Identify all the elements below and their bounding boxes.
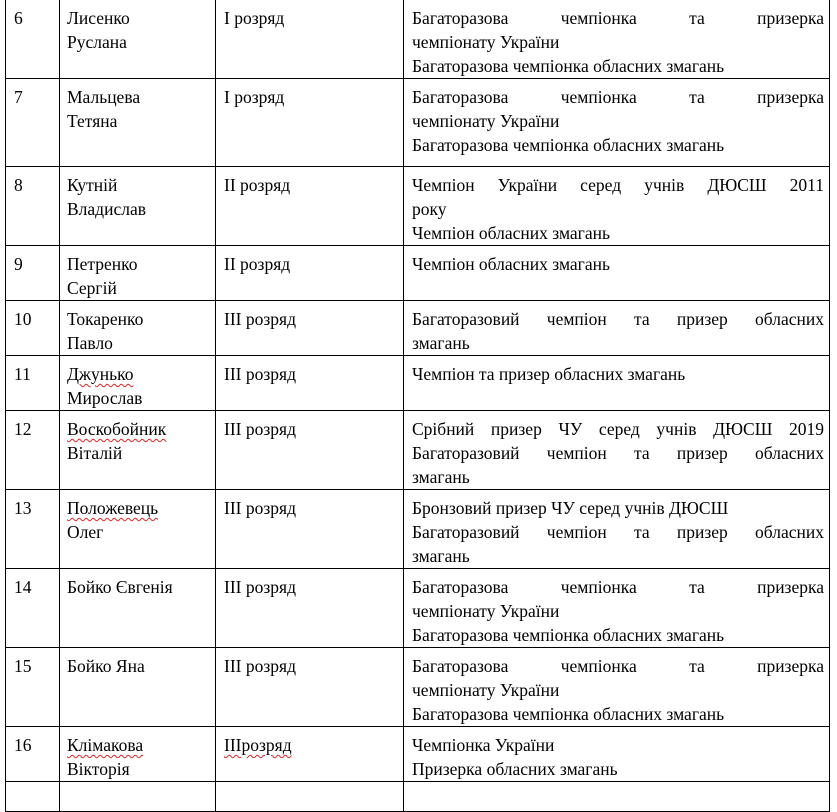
achievement-line: чемпіонату України xyxy=(412,111,560,131)
sport-rank-text: ІІІ розряд xyxy=(224,656,296,676)
athlete-name xyxy=(60,569,216,648)
achievement-line: Багаторазова чемпіонка та призерка xyxy=(412,87,824,107)
row-number: 6 xyxy=(6,0,60,79)
row-number: 7 xyxy=(6,79,60,167)
athlete-name xyxy=(60,246,216,301)
achievement-line: Чемпіон обласних змагань xyxy=(412,223,610,243)
athlete-name-line: Петренко xyxy=(67,254,138,274)
row-number: 15 xyxy=(6,648,60,727)
sport-rank xyxy=(216,0,404,79)
sport-rank xyxy=(216,301,404,356)
row-number: 9 xyxy=(6,246,60,301)
athlete-name-line: Мирослав xyxy=(67,388,143,408)
sport-rank-text: ІІІ розряд xyxy=(224,309,296,329)
achievements xyxy=(404,727,830,782)
achievement-line: Багаторазовий чемпіон та призер обласних xyxy=(412,443,824,463)
table-row xyxy=(6,356,830,411)
achievements xyxy=(404,301,830,356)
achievement-line: Срібний призер ЧУ серед учнів ДЮСШ 2019 xyxy=(412,419,824,439)
achievements xyxy=(404,79,830,167)
sport-rank xyxy=(216,246,404,301)
athlete-name-line: Клімакова xyxy=(67,735,144,755)
athlete-name-line: Положевець xyxy=(67,498,159,518)
sport-rank-text: ІІІ розряд xyxy=(224,577,296,597)
sport-rank xyxy=(216,569,404,648)
achievements xyxy=(404,490,830,569)
row-number: 8 xyxy=(6,167,60,246)
athlete-name xyxy=(60,648,216,727)
row-number: 10 xyxy=(6,301,60,356)
achievement-line: Чемпіон обласних змагань xyxy=(412,254,610,274)
achievements xyxy=(404,569,830,648)
achievement-line: змагань xyxy=(412,333,470,353)
sport-rank-text: І розряд xyxy=(224,8,285,28)
sport-rank-text: ІІІ розряд xyxy=(224,498,296,518)
athlete-name-line: Бойко Євгенія xyxy=(67,577,173,597)
achievement-line: Багаторазова чемпіонка та призерка xyxy=(412,656,824,676)
row-number: 12 xyxy=(6,411,60,490)
athlete-name-line: Джунько xyxy=(67,364,134,384)
table-body xyxy=(6,0,830,812)
athlete-name-line: Сергій xyxy=(67,278,117,298)
sport-rank xyxy=(216,648,404,727)
athlete-name-line: Тетяна xyxy=(67,111,118,131)
athlete-name xyxy=(60,782,216,812)
athletes-table xyxy=(5,0,830,812)
athlete-name xyxy=(60,301,216,356)
athlete-name xyxy=(60,167,216,246)
table-row xyxy=(6,79,830,167)
achievement-line: Багаторазова чемпіонка та призерка xyxy=(412,577,824,597)
achievement-line: Багаторазовий чемпіон та призер обласних xyxy=(412,522,824,542)
athlete-name xyxy=(60,356,216,411)
achievement-line: Багаторазова чемпіонка обласних змагань xyxy=(412,135,725,155)
table-row xyxy=(6,301,830,356)
athlete-name-line: Олег xyxy=(67,522,104,542)
table-row xyxy=(6,167,830,246)
athlete-name-line: Воскобойник xyxy=(67,419,167,439)
achievements xyxy=(404,167,830,246)
row-number xyxy=(6,782,60,812)
athlete-name-line: Руслана xyxy=(67,32,127,52)
sport-rank xyxy=(216,411,404,490)
achievements xyxy=(404,782,830,812)
athlete-name-line: Лисенко xyxy=(67,8,130,28)
sport-rank xyxy=(216,490,404,569)
sport-rank xyxy=(216,79,404,167)
achievement-line: змагань xyxy=(412,546,470,566)
achievement-line: Багаторазова чемпіонка обласних змагань xyxy=(412,704,725,724)
table-row xyxy=(6,648,830,727)
sport-rank xyxy=(216,727,404,782)
achievement-line: Бронзовий призер ЧУ серед учнів ДЮСШ xyxy=(412,498,729,518)
athlete-name xyxy=(60,79,216,167)
table-row xyxy=(6,0,830,79)
table-row xyxy=(6,411,830,490)
row-number: 14 xyxy=(6,569,60,648)
athlete-name-line: Токаренко xyxy=(67,309,144,329)
achievement-line: Багаторазова чемпіонка обласних змагань xyxy=(412,56,725,76)
sport-rank-text: ІІ розряд xyxy=(224,175,291,195)
sport-rank xyxy=(216,167,404,246)
athlete-name-line: Владислав xyxy=(67,199,146,219)
row-number: 13 xyxy=(6,490,60,569)
athlete-name-line: Кутній xyxy=(67,175,118,195)
athlete-name xyxy=(60,0,216,79)
table-row xyxy=(6,727,830,782)
sport-rank-text: І розряд xyxy=(224,87,285,107)
sport-rank-text: ІІ розряд xyxy=(224,254,291,274)
achievements xyxy=(404,0,830,79)
achievement-line: Багаторазовий чемпіон та призер обласних xyxy=(412,309,824,329)
table-row xyxy=(6,490,830,569)
achievement-line: змагань xyxy=(412,467,470,487)
athlete-name-line: Бойко Яна xyxy=(67,656,145,676)
athlete-name xyxy=(60,411,216,490)
achievement-line: чемпіонату України xyxy=(412,32,560,52)
achievement-line: Чемпіон та призер обласних змагань xyxy=(412,364,686,384)
achievement-line: чемпіонату України xyxy=(412,680,560,700)
achievements xyxy=(404,648,830,727)
achievements xyxy=(404,246,830,301)
achievements xyxy=(404,411,830,490)
achievement-line: Чемпіон України серед учнів ДЮСШ 2011 xyxy=(412,175,824,195)
achievements xyxy=(404,356,830,411)
table-row xyxy=(6,569,830,648)
achievement-line: Багаторазова чемпіонка та призерка xyxy=(412,8,824,28)
athlete-name-line: Павло xyxy=(67,333,113,353)
achievement-line: чемпіонату України xyxy=(412,601,560,621)
sport-rank-text: ІІІрозряд xyxy=(224,735,292,755)
athlete-name-line: Віталій xyxy=(67,443,123,463)
athlete-name xyxy=(60,727,216,782)
table-row xyxy=(6,246,830,301)
row-number: 11 xyxy=(6,356,60,411)
athlete-name xyxy=(60,490,216,569)
sport-rank xyxy=(216,782,404,812)
sport-rank xyxy=(216,356,404,411)
row-number: 16 xyxy=(6,727,60,782)
achievement-line: Чемпіонка України xyxy=(412,735,555,755)
athlete-name-line: Мальцева xyxy=(67,87,141,107)
achievement-line: Багаторазова чемпіонка обласних змагань xyxy=(412,625,725,645)
achievement-line: року xyxy=(412,199,447,219)
sport-rank-text: ІІІ розряд xyxy=(224,419,296,439)
sport-rank-text: ІІІ розряд xyxy=(224,364,296,384)
achievement-line: Призерка обласних змагань xyxy=(412,759,618,779)
athlete-name-line: Вікторія xyxy=(67,759,130,779)
table-row xyxy=(6,782,830,812)
